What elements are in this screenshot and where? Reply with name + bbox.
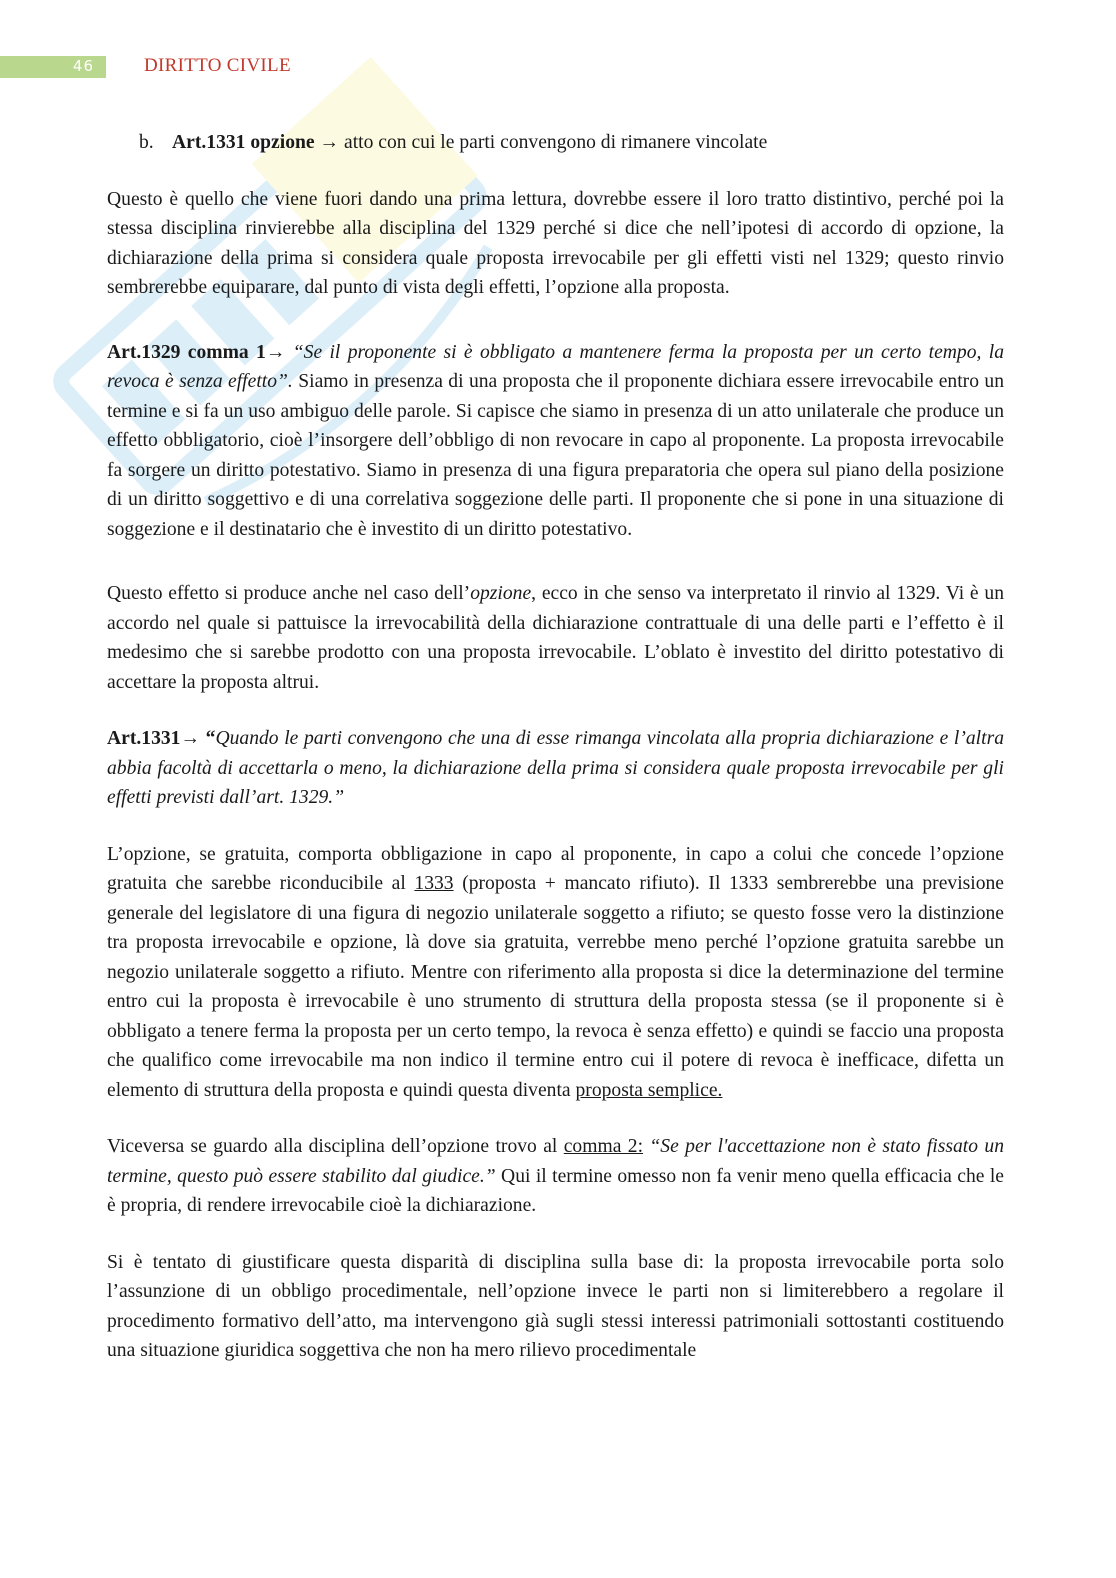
arrow-right-icon: → (319, 132, 340, 153)
paragraph-text: Qui il termine omesso non fa venir meno quella efficacia che le è propria, di rendere irrevocabile cioè la dichiarazione. (107, 1165, 1004, 1216)
article-reference-link[interactable]: 1333 (414, 873, 454, 894)
emphasis: opzione (470, 583, 532, 604)
article-title: Art.1329 comma 1 (107, 341, 266, 363)
arrow-right-icon: → (180, 728, 201, 749)
list-item-b (107, 128, 1004, 158)
paragraph-text: , ecco in che senso va interpretato il rinvio al 1329. Vi è un accordo nel quale si pattuisce la irrevocabilità della dichiarazione contrattuale di una delle parti e l’effetto è il medesimo che si sarebbe prodotto con una proposta irrevocabile. L’oblato è investito del diritto potestativo di accettare la proposta altrui. (107, 583, 1004, 693)
article-quote: “Se per l'accettazione non è stato fissato un termine, questo può essere stabilito dal giudice.” (107, 1136, 1004, 1187)
article-title: Art.1331 opzione (172, 132, 315, 153)
underlined-term: proposta semplice. (575, 1079, 723, 1101)
running-head: DIRITTO CIVILE (144, 55, 291, 76)
paragraph-text: Questo effetto si produce anche nel caso dell’ (107, 583, 471, 604)
arrow-right-icon: → (265, 341, 286, 363)
page-number: 46 (72, 57, 94, 75)
body-text (107, 128, 1004, 1366)
page-number-tab (0, 56, 106, 78)
list-item-text: atto con cui le parti convengono di rimanere vincolate (339, 132, 768, 153)
paragraph-2 (107, 338, 1004, 545)
paragraph-3 (107, 579, 1004, 697)
paragraph-text: Viceversa se guardo alla disciplina dell’opzione trovo al (107, 1136, 564, 1157)
paragraph-4 (107, 724, 1004, 813)
article-quote: “Se il proponente si è obbligato a mantenere ferma la proposta per un certo tempo, la revoca è senza effetto”. (107, 341, 1004, 392)
article-title: Art.1331 (107, 728, 181, 749)
paragraph-text: L’opzione, se gratuita, comporta obbligazione in capo al proponente, in capo a colui che concede l’opzione gratuita che sarebbe riconducibile al (107, 843, 1004, 894)
paragraph-text: Siamo in presenza di una proposta che il proponente dichiara essere irrevocabile entro un termine e si fa un uso ambiguo delle parole. Si capisce che siamo in presenza di un atto unilaterale che produce un effetto obbligatorio, cioè l’insorgere dell’obbligo di non revocare in capo al proponente. La proposta irrevocabile fa sorgere un diritto potestativo. Siamo in presenza di una figura preparatoria che opera sul piano della posizione di un diritto soggettivo e di una correlativa soggezione delle parti. Il proponente che si pone in una situazione di soggezione e il destinatario che è investito di un diritto potestativo. (107, 371, 1004, 540)
paragraph-6 (107, 1132, 1004, 1221)
paragraph-text: (proposta + mancato rifiuto). Il 1333 sembrerebbe una previsione generale del legislatore di una figura di negozio unilaterale soggetto a rifiuto; se questo fosse vero la distinzione tra proposta irrevocabile e opzione, là dove sia gratuita, verrebbe meno perché l’opzione gratuita sarebbe un negozio unilaterale soggetto a rifiuto. Mentre con riferimento alla proposta si dice la determinazione del termine entro cui la proposta è irrevocabile è uno strumento di struttura della proposta stessa (se il proponente si è obbligato a tenere ferma la proposta per un certo tempo, la revoca è senza effetto) e quindi se faccio una proposta che qualifico come irrevocabile ma non indico il termine entro cui il potere di revoca è inefficace, difetta un elemento di struttura della proposta e quindi questa diventa (107, 873, 1004, 1101)
paragraph-7: Si è tentato di giustificare questa disparità di disciplina sulla base di: la proposta irrevocabile porta solo l’assunzione di un obbligo procedimentale, nell’opzione invece le parti non si limiterebbero a regolare il procedimento formativo dell’atto, ma intervengono già sugli stessi interessi patrimoniali sottostanti costituendo una situazione giuridica soggettiva che non ha mero rilievo procedimentale (107, 1251, 1004, 1361)
paragraph-1: Questo è quello che viene fuori dando una prima lettura, dovrebbe essere il loro tratto distintivo, perché poi la stessa disciplina rinvierebbe alla disciplina del 1329 perché si dice che nell’ipotesi di accordo di opzione, la dichiarazione della prima si considera quale proposta irrevocabile per gli effetti visti nel 1329; questo rinvio sembrerebbe equiparare, dal punto di vista degli effetti, l’opzione alla proposta. (107, 188, 1004, 298)
list-item-label: b. (139, 132, 154, 153)
open-quote: “ (200, 728, 216, 749)
underlined-term: comma 2: (563, 1136, 644, 1157)
paragraph-5 (107, 840, 1004, 1106)
article-quote: Quando le parti convengono che una di esse rimanga vincolata alla propria dichiarazione e l’altra abbia facoltà di accettarla o meno, la dichiarazione della prima si considera quale proposta irrevocabile per gli effetti previsti dall’art. 1329.” (107, 728, 1004, 808)
